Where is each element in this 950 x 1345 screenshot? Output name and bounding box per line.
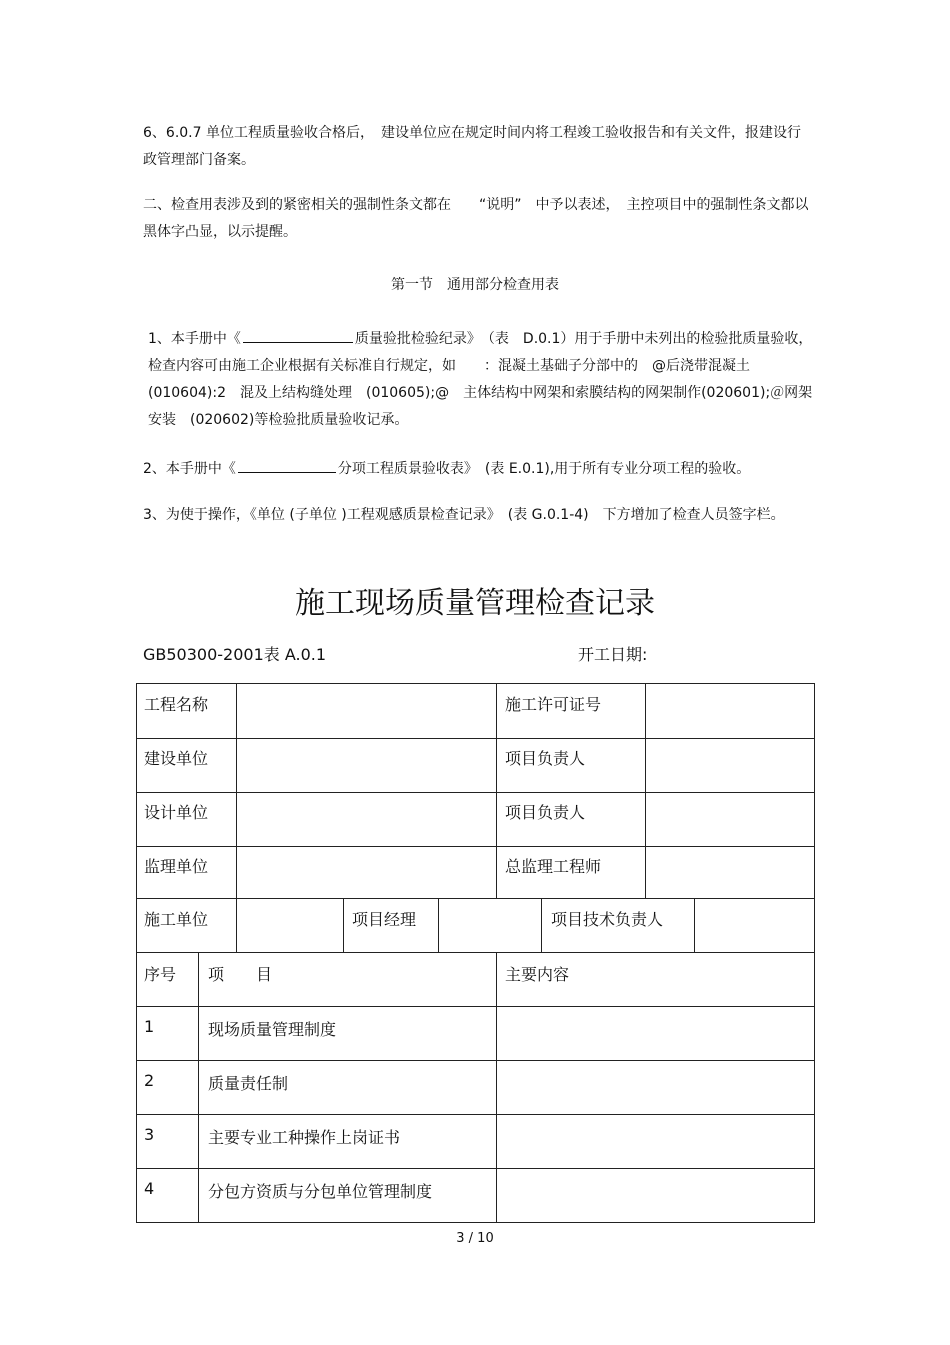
table-row-3-content-field[interactable] bbox=[496, 1114, 815, 1169]
permit-no-label: 施工许可证号 bbox=[505, 695, 602, 714]
table-row-1-item: 现场质量管理制度 bbox=[208, 1020, 337, 1039]
tech-manager-label: 项目技术负责人 bbox=[551, 910, 664, 929]
table-row-3-item: 主要专业工种操作上岗证书 bbox=[208, 1128, 401, 1147]
table-row-4-no: 4 bbox=[144, 1179, 155, 1198]
chief-supervisor-field[interactable] bbox=[645, 846, 815, 899]
section-heading: 第一节 通用部分检查用表 bbox=[391, 277, 559, 293]
seq-header: 序号 bbox=[144, 965, 177, 984]
paragraph-mandatory-clauses: 二、检查用表涉及到的紧密相关的强制性条文都在 “说明” 中予以表述， 主控项目中的强制性条文都以黑体字凸显，以示提醒。 bbox=[143, 197, 809, 240]
table-row-2-item: 质量责任制 bbox=[208, 1074, 289, 1093]
owner-manager-label: 项目负责人 bbox=[505, 749, 586, 768]
paragraph-item-1 bbox=[148, 326, 818, 434]
design-manager-label: 项目负责人 bbox=[505, 803, 586, 822]
project-manager-field[interactable] bbox=[438, 898, 542, 953]
owner-manager-field[interactable] bbox=[645, 738, 815, 793]
item-1-text: 质量验批检验纪录》 （表 D.0.1）用于手册中未列出的检验批质量验收，检查内容可由施工企业根据有关标准自行规定，如 ：混凝土基础子分部中的 @后浇带混凝土 (010604):2 混及上结构缝处理 (010605);@ 主体结构中网架和索膜结构的网架制作(020601);＠网架安装 (020602)等检验批质量验收记承。 bbox=[148, 331, 813, 428]
start-date-label: 开工日期: bbox=[578, 645, 648, 664]
item-1-prefix: 1、本手册中《 bbox=[148, 331, 241, 347]
table-row-3-no: 3 bbox=[144, 1125, 155, 1144]
design-manager-field[interactable] bbox=[645, 792, 815, 847]
construction-unit-field[interactable] bbox=[236, 898, 344, 953]
supervision-unit-label: 监理单位 bbox=[144, 857, 209, 876]
item-2-text: 分项工程质景验收表》 (表 E.0.1),用于所有专业分项工程的验收。 bbox=[337, 461, 751, 477]
table-row-4-content-field[interactable] bbox=[496, 1168, 815, 1223]
paragraph-item-2 bbox=[143, 456, 813, 483]
design-unit-field[interactable] bbox=[236, 792, 497, 847]
table-row-1-content-field[interactable] bbox=[496, 1006, 815, 1061]
form-code: GB50300-2001表 A.0.1 bbox=[143, 645, 327, 664]
fill-blank-1 bbox=[243, 328, 353, 343]
project-name-label: 工程名称 bbox=[144, 695, 209, 714]
construction-unit-label: 施工单位 bbox=[144, 910, 209, 929]
design-unit-label: 设计单位 bbox=[144, 803, 209, 822]
item-2-prefix: 2、本手册中《 bbox=[143, 461, 236, 477]
tech-manager-field[interactable] bbox=[694, 898, 815, 953]
item-header: 项 目 bbox=[208, 965, 273, 984]
table-row-2-no: 2 bbox=[144, 1071, 155, 1090]
table-row-4-item: 分包方资质与分包单位管理制度 bbox=[208, 1182, 433, 1201]
owner-unit-label: 建设单位 bbox=[144, 749, 209, 768]
supervision-unit-field[interactable] bbox=[236, 846, 497, 899]
form-title: 施工现场质量管理检查记录 bbox=[295, 586, 655, 621]
paragraph-6-0-7: 6、6.0.7 单位工程质量验收合格后， 建设单位应在规定时间内将工程竣工验收报告和有关文件，报建设行政管理部门备案。 bbox=[143, 125, 801, 168]
project-name-field[interactable] bbox=[236, 683, 497, 739]
chief-supervisor-label: 总监理工程师 bbox=[505, 857, 602, 876]
table-row-1-no: 1 bbox=[144, 1017, 155, 1036]
project-manager-label: 项目经理 bbox=[352, 910, 417, 929]
fill-blank-2 bbox=[238, 458, 336, 473]
paragraph-item-3: 3、为使于操作，《单位 (子单位 )工程观感质景检查记录》 (表 G.0.1-4) 下方增加了检查人员签字栏。 bbox=[143, 507, 785, 523]
table-row-2-content-field[interactable] bbox=[496, 1060, 815, 1115]
content-header: 主要内容 bbox=[505, 965, 570, 984]
owner-unit-field[interactable] bbox=[236, 738, 497, 793]
permit-no-field[interactable] bbox=[645, 683, 815, 739]
page-number: 3 / 10 bbox=[456, 1231, 494, 1246]
